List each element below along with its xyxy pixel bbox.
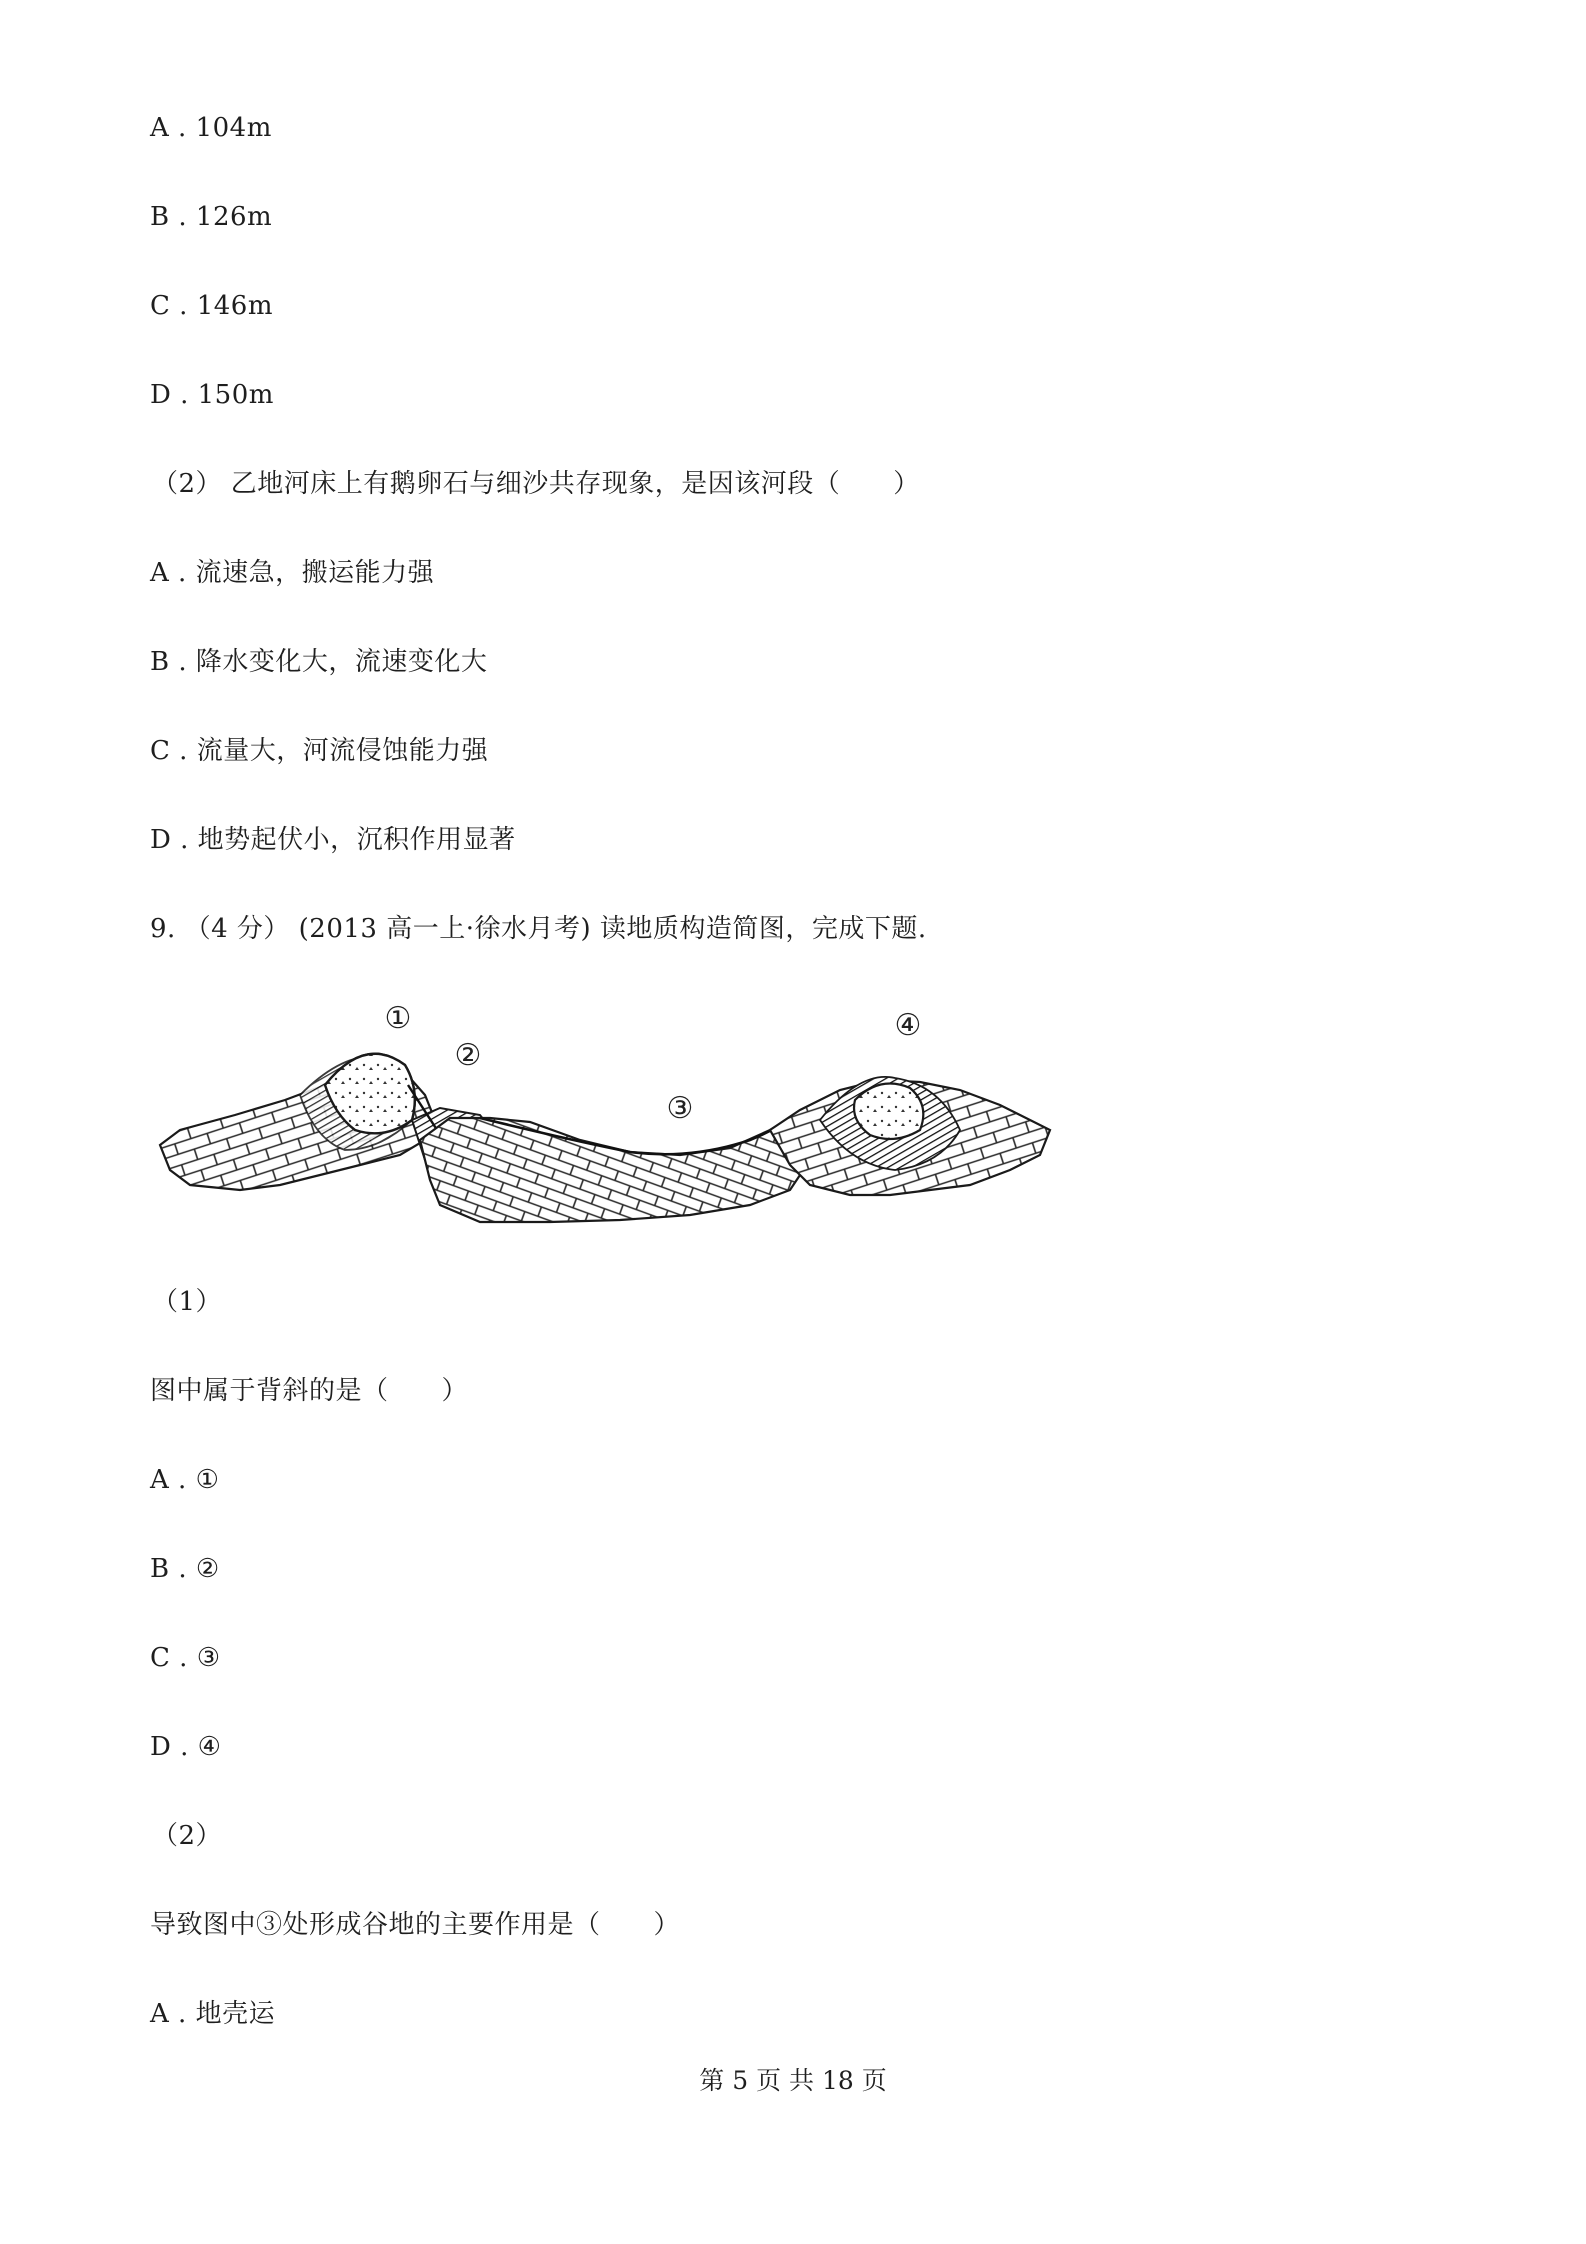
geologic-cross-section (150, 990, 1090, 1230)
question-stem: （2） 乙地河床上有鹅卵石与细沙共存现象，是因该河段（ ） (152, 469, 920, 499)
option-d: D . 150m (150, 380, 274, 410)
option-c: C . ③ (150, 1643, 221, 1673)
sub-question-number: （1） (152, 1287, 223, 1317)
option-d: D . 地势起伏小，沉积作用显著 (150, 825, 516, 855)
option-a: A . 104m (150, 113, 272, 143)
option-c: C . 流量大，河流侵蚀能力强 (150, 736, 489, 766)
figure-label-3: ③ (666, 1091, 694, 1126)
option-b: B . 126m (150, 202, 273, 232)
figure-label-2: ② (454, 1038, 482, 1073)
figure-label-4: ④ (894, 1008, 922, 1043)
geologic-structure-figure (150, 990, 1090, 1230)
figure-label-1: ① (384, 1001, 412, 1036)
option-a: A . 流速急，搬运能力强 (150, 558, 435, 588)
anticline-4-core (854, 1084, 923, 1139)
option-b: B . ② (150, 1554, 220, 1584)
page-footer: 第 5 页 共 18 页 (699, 2066, 887, 2095)
option-a: A . ① (150, 1465, 220, 1495)
option-a: A . 地壳运 (150, 1999, 276, 2029)
option-c: C . 146m (150, 291, 273, 321)
question-stem: 导致图中③处形成谷地的主要作用是（ ） (150, 1910, 681, 1940)
valley-rock-layers (420, 1118, 810, 1222)
option-d: D . ④ (150, 1732, 222, 1762)
question-9-stem: 9. （4 分） (2013 高一上·徐水月考) 读地质构造简图，完成下题. (150, 914, 927, 944)
option-b: B . 降水变化大，流速变化大 (150, 647, 488, 677)
sub-question-number: （2） (152, 1821, 223, 1851)
question-stem: 图中属于背斜的是（ ） (150, 1376, 469, 1406)
